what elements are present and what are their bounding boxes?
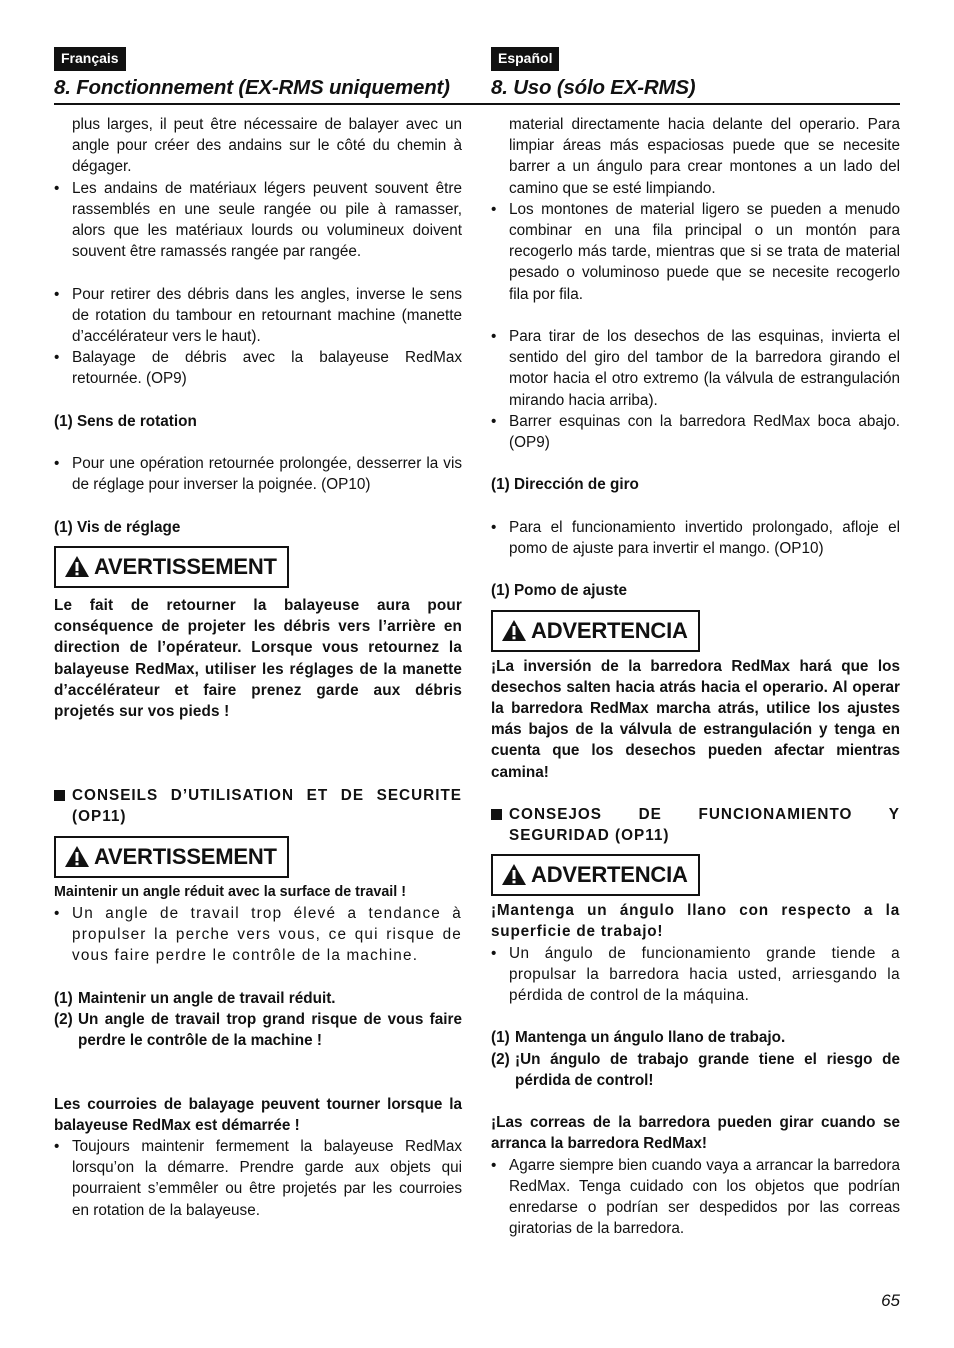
paragraph: plus larges, il peut être nécessaire de balayer avec un angle pour créer des andains sur le côté du chemin à dégager. — [72, 116, 462, 176]
figure-caption: (1) Vis de réglage — [54, 518, 181, 536]
bullet-text: Pour une opération retournée prolongée, desserrer la vis de réglage pour inverser la poignée. (OP10) — [72, 455, 462, 494]
section-heading: CONSEILS D’UTILISATION ET DE SECURITE (OP11) — [54, 785, 462, 827]
french-column — [54, 47, 462, 1219]
bullet-text: Balayage de débris avec la balayeuse RedMax retournée. (OP9) — [72, 349, 462, 388]
bullet-item: • Barrer esquinas con la barredora RedMax boca abajo. (OP9) — [491, 412, 900, 452]
bullet-item: • Un ángulo de funcionamiento grande tiende a propulsar la barredora hacia usted, arriesgando la pérdida de control de la máquina. — [491, 944, 900, 1005]
paragraph: Les courroies de balayage peuvent tourner lorsque la balayeuse RedMax est démarrée ! — [54, 1095, 462, 1134]
section-title: 8. Fonctionnement (EX-RMS uniquement) — [54, 76, 450, 99]
numbered-item: (2) Un angle de travail trop grand risque de vous faire perdre le contrôle de la machine ! — [54, 1010, 462, 1050]
section-rule — [480, 103, 900, 105]
warning-label: AVERTISSEMENT — [54, 546, 289, 588]
section-heading: CONSEJOS DE FUNCIONAMIENTO Y SEGURIDAD (OP11) — [491, 804, 900, 846]
bullet-text: Los montones de material ligero se pueden a menudo combinar en una fila principal o un montón para recogerlo más tarde, mientras que si se trata de material pesado o voluminoso puede que se necesite recogerlo fila por fila. — [509, 200, 900, 303]
bullet-text: Para el funcionamiento invertido prolongado, afloje el pomo de ajuste para invertir el mango. (OP10) — [509, 518, 900, 558]
figure-caption: (1) Dirección de giro — [491, 476, 639, 494]
section-title: 8. Uso (sólo EX-RMS) — [491, 76, 696, 99]
bullet-item: • Les andains de matériaux légers peuvent souvent être rassemblés en une seule rangée ou pile à ramasser, alors que les matériaux lourds ou volumineux doivent souvent être ramassés rangée par rangée. — [54, 179, 462, 261]
bullet-text: Les andains de matériaux légers peuvent souvent être rassemblés en une seule rangée ou pile à ramasser, alors que les matériaux lourds ou volumineux doivent souvent être ramassés rangée par rangée. — [72, 179, 462, 261]
warning-lead: Maintenir un angle réduit avec la surface de travail ! — [54, 883, 406, 900]
spanish-body — [491, 114, 900, 1239]
warning-label: AVERTISSEMENT — [54, 836, 289, 878]
bullet-item: • Agarre siempre bien cuando vaya a arrancar la barredora RedMax. Tenga cuidado con los objetos que podrían enredarse o podrían ser despedidos por las correas giratorias de la barredora. — [491, 1156, 900, 1238]
bullet-text: Agarre siempre bien cuando vaya a arrancar la barredora RedMax. Tenga cuidado con los objetos que podrían enredarse o podrían ser despedidos por las correas giratorias de la barredora. — [509, 1156, 900, 1238]
section-rule — [54, 103, 480, 105]
numbered-item: (2) ¡Un ángulo de trabajo grande tiene el riesgo de pérdida de control! — [491, 1050, 900, 1089]
warning-label: ADVERTENCIA — [491, 610, 700, 652]
bullet-text: Un ángulo de funcionamiento grande tiende a propulsar la barredora hacia usted, arriesgando la pérdida de control de la máquina. — [509, 944, 900, 1005]
bullet-item: • Pour retirer des débris dans les angles, inverse le sens de rotation du tambour en retournant machine (manette d’accélérateur vers le haut). — [54, 285, 462, 346]
square-bullet-icon — [491, 809, 502, 820]
language-tag: Español — [491, 47, 559, 71]
bullet-item: • Para el funcionamiento invertido prolongado, afloje el pomo de ajuste para invertir el mango. (OP10) — [491, 518, 900, 558]
figure-caption: (1) Pomo de ajuste — [491, 582, 627, 600]
bullet-text: Barrer esquinas con la barredora RedMax boca abajo. (OP9) — [509, 412, 900, 452]
warning-triangle-icon — [64, 845, 90, 868]
bullet-item: • Balayage de débris avec la balayeuse RedMax retournée. (OP9) — [54, 349, 462, 388]
warning-text: ¡La inversión de la barredora RedMax hará que los desechos salten hacia atrás hacia el operario. Al operar la barredora RedMax marcha atrás, utilice los ajustes más bajos de la válvula de estrangulación y tenga en cuenta que los desechos pueden afectar mientras camina! — [491, 657, 900, 781]
warning-triangle-icon — [501, 863, 527, 886]
page-number: 65 — [881, 1291, 900, 1310]
figure-caption: (1) Sens de rotation — [54, 412, 197, 430]
bullet-text: Toujours maintenir fermement la balayeuse RedMax lorsqu’on la démarre. Prendre garde aux objets qui pourraient s’emmêler ou être projetés par les courroies en rotation de la balayeuse. — [72, 1138, 462, 1219]
bullet-item: • Los montones de material ligero se pueden a menudo combinar en una fila principal o un montón para recogerlo más tarde, mientras que si se trata de material pesado o voluminoso puede que se necesite recogerlo fila por fila. — [491, 200, 900, 303]
paragraph: material directamente hacia delante del operario. Para limpiar áreas más espaciosas puede que se necesite barrer a un ángulo para crear montones a un lado del camino que se esté limpiando. — [509, 116, 900, 197]
bullet-item: • Para tirar de los desechos de las esquinas, invierta el sentido del giro del tambor de la barredora girando el motor hacia el otro extremo (la válvula de estrangulación mirando hacia arriba). — [491, 328, 900, 409]
warning-lead: ¡Mantenga un ángulo llano con respecto a la superficie de trabajo! — [491, 902, 900, 941]
bullet-item: • Pour une opération retournée prolongée, desserrer la vis de réglage pour inverser la poignée. (OP10) — [54, 455, 462, 494]
language-tag: Français — [54, 47, 126, 71]
bullet-text: Un angle de travail trop élevé a tendance à propulser la perche vers vous, ce qui risque de vous faire perdre le contrôle de la machine. — [72, 904, 462, 965]
numbered-item: (1) Maintenir un angle de travail réduit. — [54, 989, 336, 1007]
bullet-item: • Toujours maintenir fermement la balayeuse RedMax lorsqu’on la démarre. Prendre garde aux objets qui pourraient s’emmêler ou être projetés par les courroies en rotation de la balayeuse. — [54, 1138, 462, 1219]
paragraph: ¡Las correas de la barredora pueden girar cuando se arranca la barredora RedMax! — [491, 1114, 900, 1153]
spanish-column — [491, 47, 900, 1238]
warning-triangle-icon — [64, 555, 90, 578]
warning-text: Le fait de retourner la balayeuse aura pour conséquence de projeter les débris vers l’arrière en direction de l’opérateur. Lorsque vous retournez la balayeuse RedMax, utiliser les réglages de la manette d’accélérateur et faire prenez garde aux débris projetés sur vos pieds ! — [54, 597, 462, 721]
bullet-text: Pour retirer des débris dans les angles, inverse le sens de rotation du tambour en retournant machine (manette d’accélérateur vers le haut). — [72, 285, 462, 346]
warning-triangle-icon — [501, 619, 527, 642]
warning-label: ADVERTENCIA — [491, 854, 700, 896]
french-body — [54, 114, 462, 1221]
square-bullet-icon — [54, 790, 65, 801]
bullet-item: • Un angle de travail trop élevé a tendance à propulser la perche vers vous, ce qui risque de vous faire perdre le contrôle de la machine. — [54, 904, 462, 965]
bullet-text: Para tirar de los desechos de las esquinas, invierta el sentido del giro del tambor de la barredora girando el motor hacia el otro extremo (la válvula de estrangulación mirando hacia arriba). — [509, 328, 900, 409]
numbered-item: (1) Mantenga un ángulo llano de trabajo. — [491, 1029, 786, 1047]
